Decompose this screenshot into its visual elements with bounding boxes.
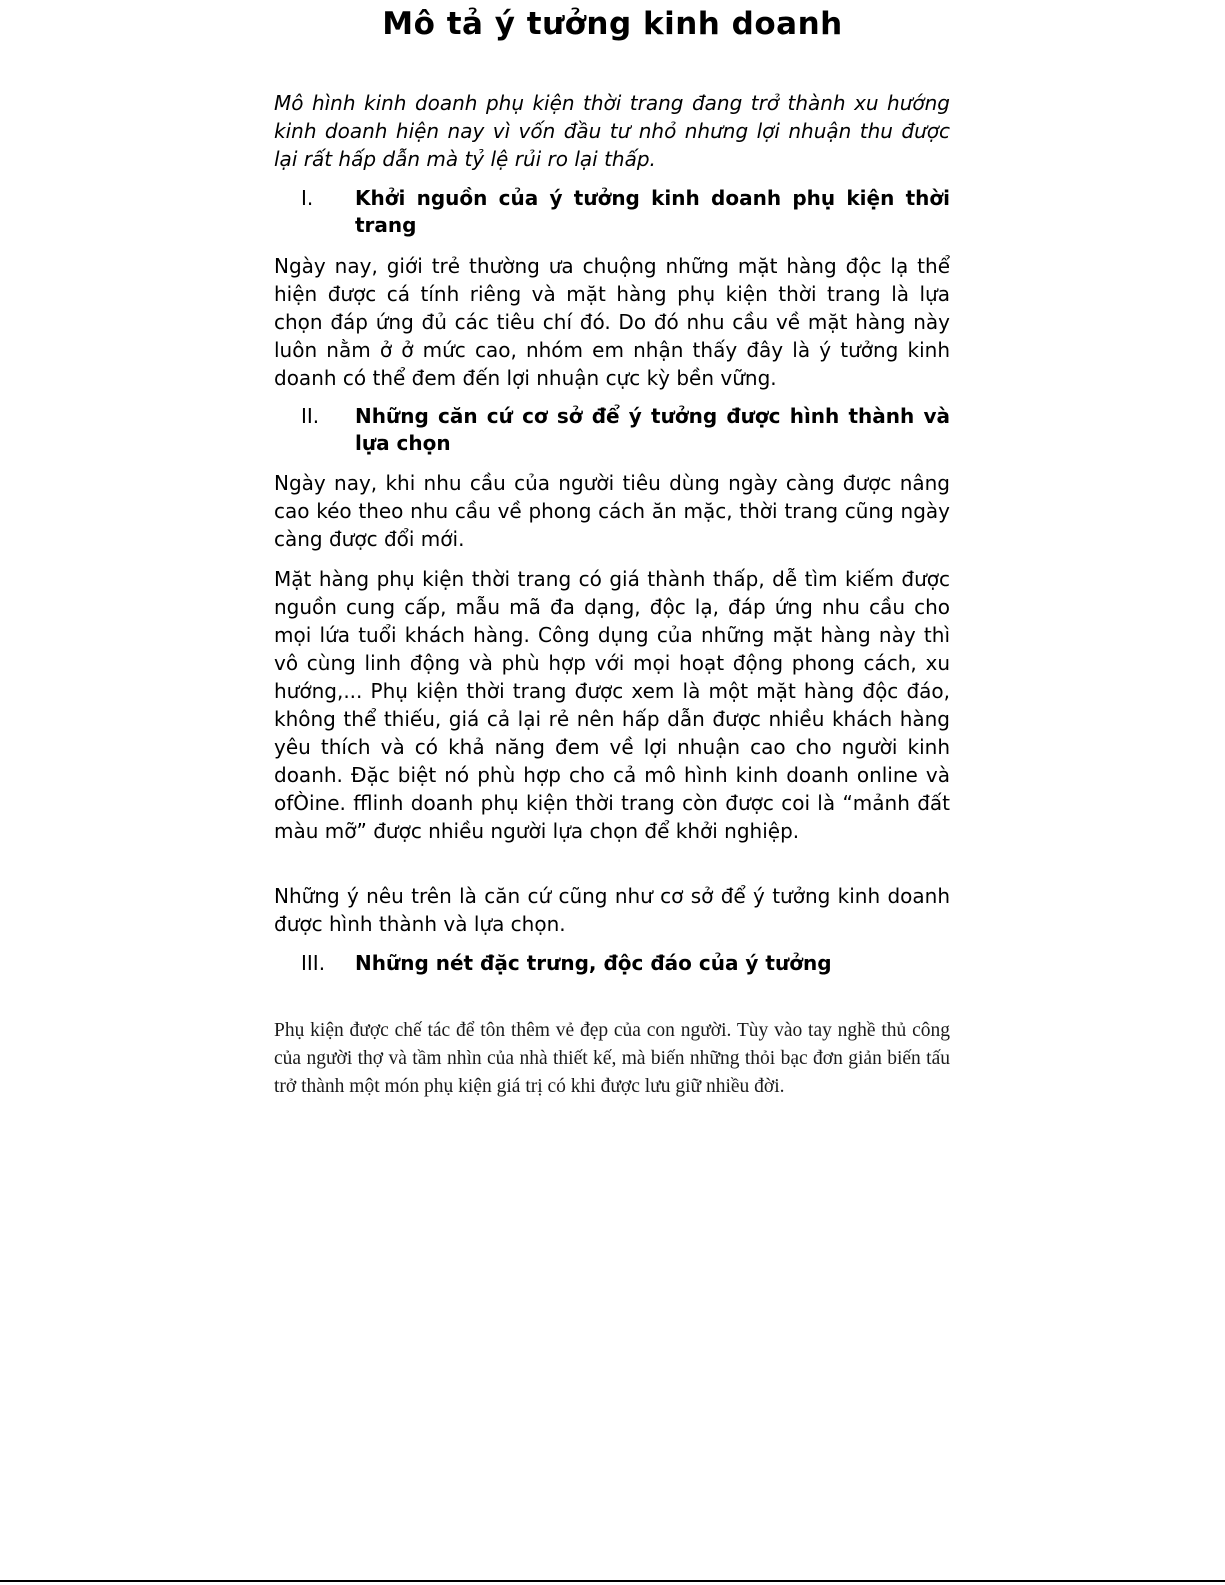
intro-paragraph: Mô hình kinh doanh phụ kiện thời trang đang trở thành xu hướng kinh doanh hiện nay vì vốn đầu tư nhỏ nhưng lợi nhuận thu được lại rất hấp dẫn mà tỷ lệ rủi ro lại thấp. [274, 91, 950, 171]
section-heading-3 [274, 950, 950, 977]
section-heading-text: Những nét đặc trưng, độc đáo của ý tưởng [355, 951, 832, 975]
body-paragraph: Những ý nêu trên là căn cứ cũng như cơ sở để ý tưởng kinh doanh được hình thành và lựa chọn. [274, 884, 950, 936]
section-2-body-2 [274, 565, 950, 845]
section-number: I. [301, 186, 314, 210]
page-bottom-border [0, 1580, 1225, 1582]
section-heading-text: Khởi nguồn của ý tưởng kinh doanh phụ kiện thời trang [355, 186, 950, 237]
body-paragraph: Mặt hàng phụ kiện thời trang có giá thành thấp, dễ tìm kiếm được nguồn cung cấp, mẫu mã đa dạng, độc lạ, đáp ứng nhu cầu cho mọi lứa tuổi khách hàng. Công dụng của những mặt hàng này thì vô cùng linh động và phù hợp với mọi hoạt động phong cách, xu hướng,... Phụ kiện thời trang được xem là một mặt hàng độc đáo, không thể thiếu, giá cả lại rẻ nên hấp dẫn được nhiều khách hàng yêu thích và có khả năng đem về lợi nhuận cao cho người kinh doanh. Đặc biệt nó phù hợp cho cả mô hình kinh doanh online và ofÒine. fflinh doanh phụ kiện thời trang còn được coi là “mảnh đất màu mỡ” được nhiều người lựa chọn để khởi nghiệp. [274, 567, 950, 843]
section-number: II. [301, 404, 320, 428]
section-2-body-1 [274, 469, 950, 553]
section-3-body [274, 1017, 950, 1101]
body-paragraph: Phụ kiện được chế tác để tôn thêm vẻ đẹp của con người. Tùy vào tay nghề thủ công của người thợ và tầm nhìn của nhà thiết kế, mà biến những thỏi bạc đơn giản biến tấu trở thành một món phụ kiện giá trị có khi được lưu giữ nhiều đời. [274, 1020, 950, 1097]
document-title: Mô tả ý tưởng kinh doanh [382, 6, 843, 42]
section-2-body-3 [274, 882, 950, 938]
intro-block [274, 89, 950, 173]
section-heading-2 [274, 403, 950, 457]
section-heading-text: Những căn cứ cơ sở để ý tưởng được hình thành và lựa chọn [355, 404, 950, 455]
section-1-body [274, 252, 950, 392]
section-heading-1 [274, 185, 950, 239]
body-paragraph: Ngày nay, khi nhu cầu của người tiêu dùng ngày càng được nâng cao kéo theo nhu cầu về phong cách ăn mặc, thời trang cũng ngày càng được đổi mới. [274, 471, 950, 551]
body-paragraph: Ngày nay, giới trẻ thường ưa chuộng những mặt hàng độc lạ thể hiện được cá tính riêng và mặt hàng phụ kiện thời trang là lựa chọn đáp ứng đủ các tiêu chí đó. Do đó nhu cầu về mặt hàng này luôn nằm ở ở mức cao, nhóm em nhận thấy đây là ý tưởng kinh doanh có thể đem đến lợi nhuận cực kỳ bền vững. [274, 254, 950, 390]
section-number: III. [301, 951, 326, 975]
